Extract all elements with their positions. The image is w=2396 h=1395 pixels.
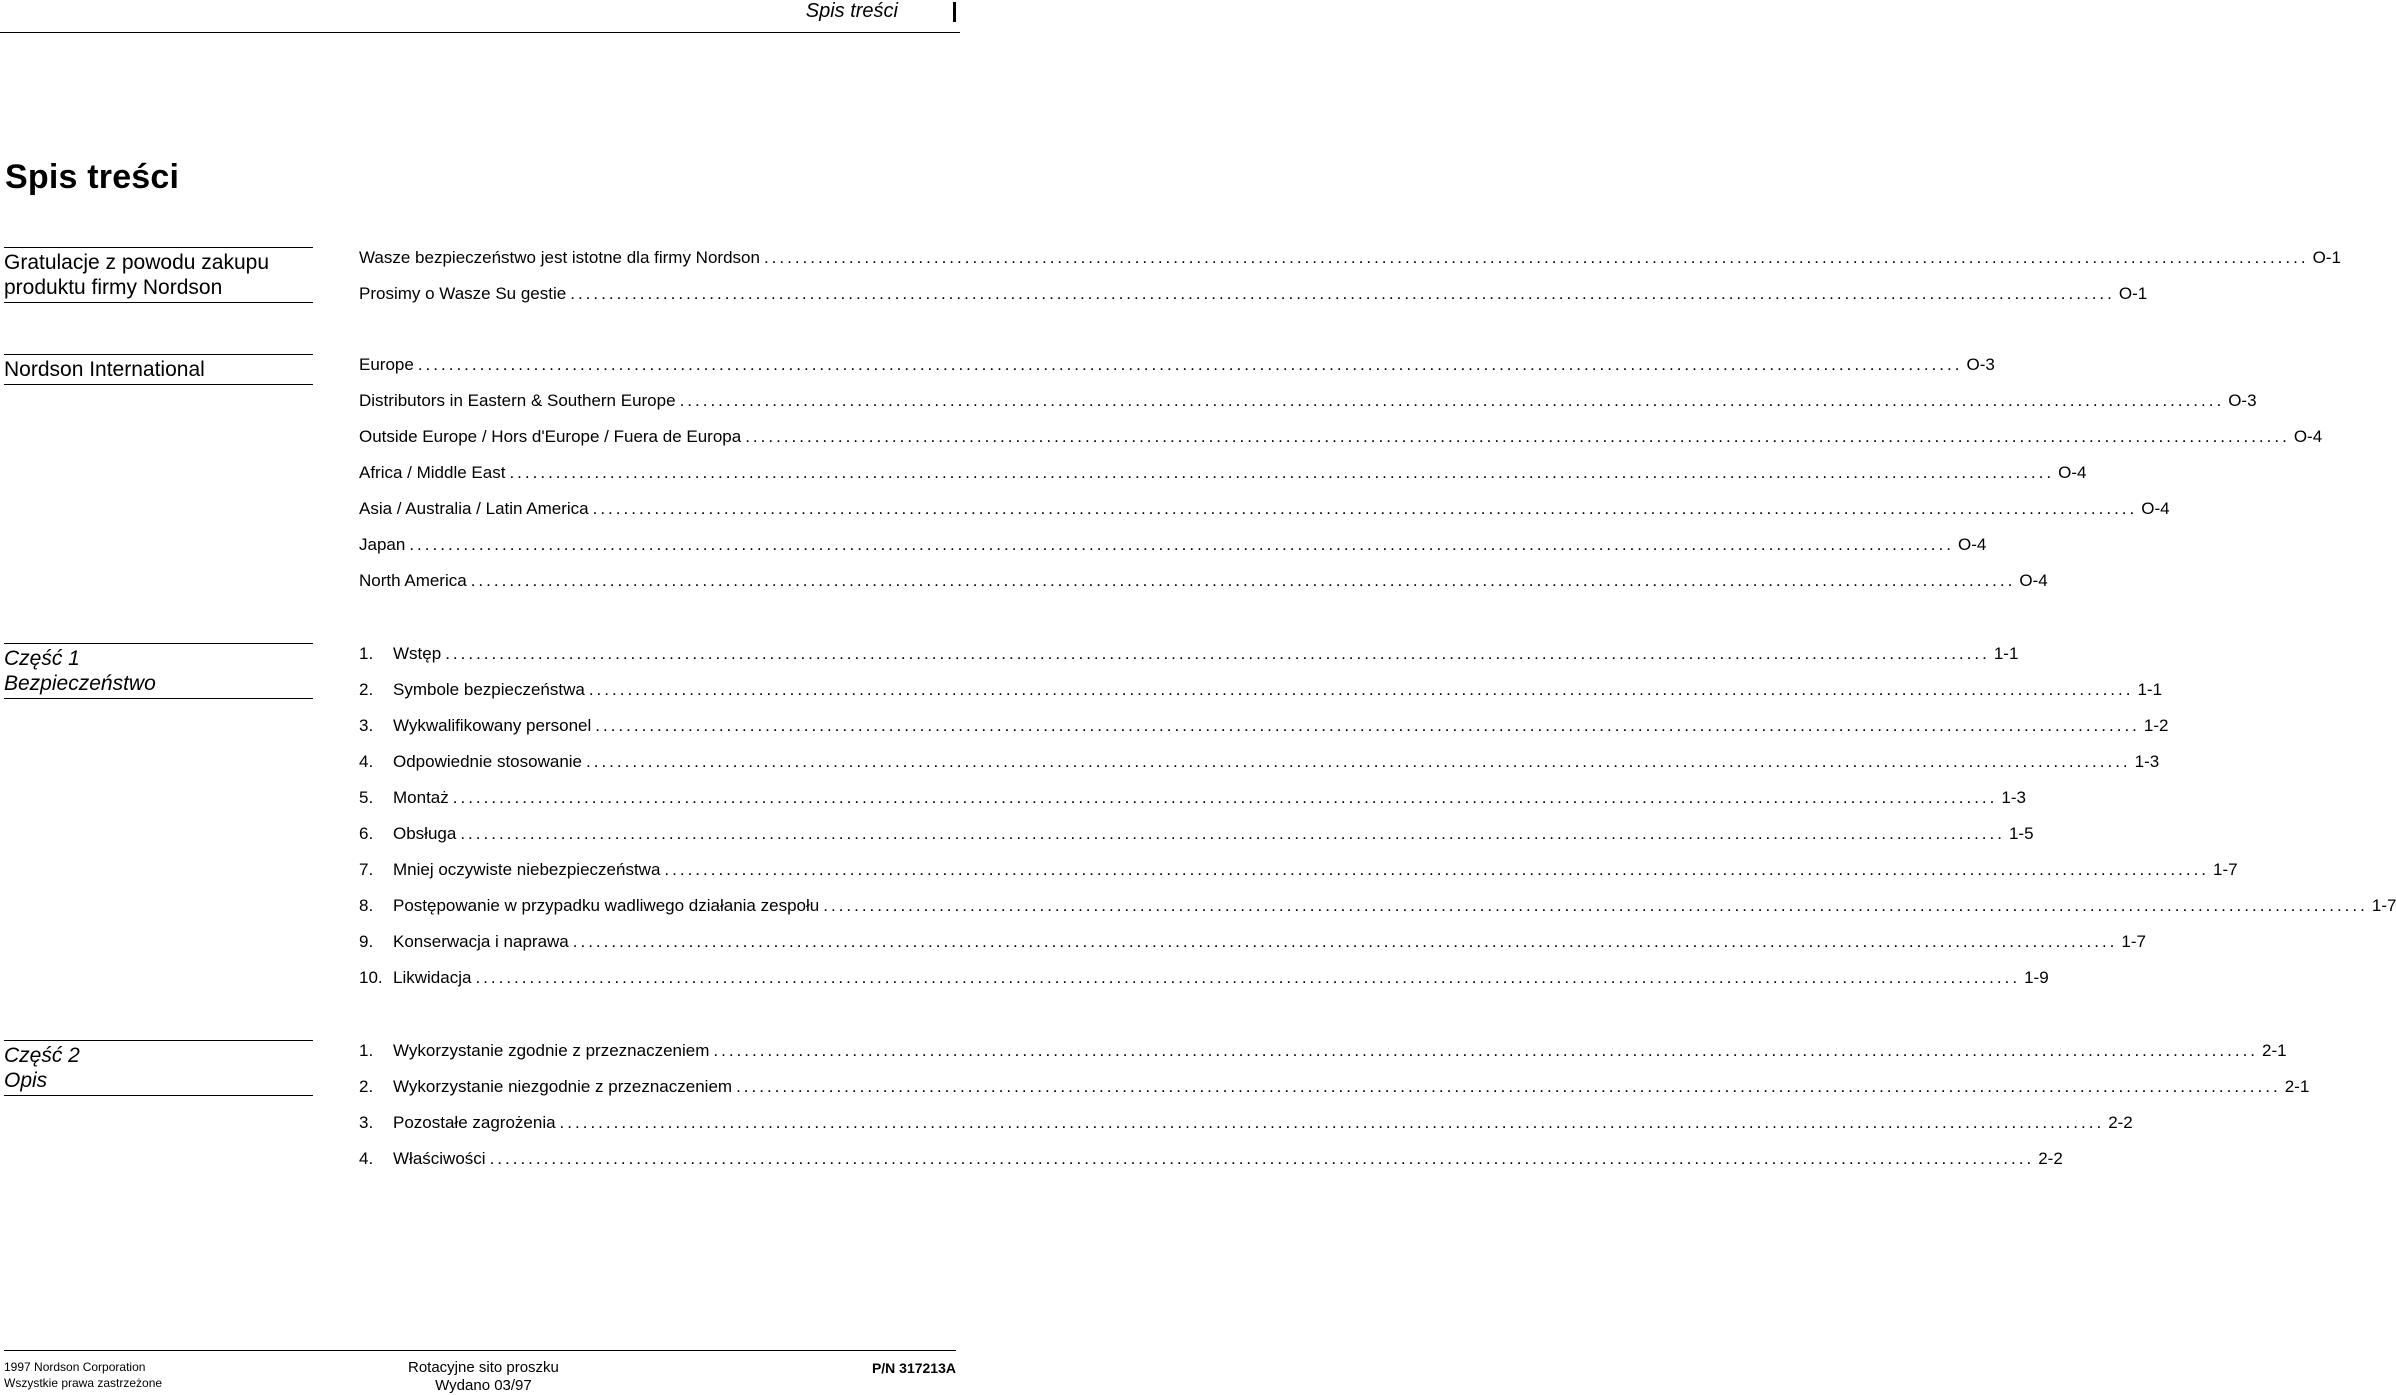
toc-entry-text: Europe <box>359 355 414 374</box>
toc-entry-text: Obsługa <box>393 824 457 843</box>
toc-entry[interactable] <box>359 643 2019 679</box>
toc-entry-number: 6. <box>359 824 374 843</box>
toc-entry[interactable] <box>359 1148 2063 1184</box>
toc-entry[interactable] <box>359 1040 2287 1076</box>
toc-entry-page: O-3 <box>2228 391 2257 410</box>
toc-entry[interactable] <box>359 283 2148 319</box>
dot-leader: ........................................................................................................................................................................................................ <box>713 1041 2259 1060</box>
section-heading-czesc-1 <box>4 643 313 699</box>
toc-entry[interactable] <box>359 570 2048 606</box>
toc-entry-number: 1. <box>359 1041 374 1060</box>
page-marker-bar <box>953 2 956 22</box>
toc-entry[interactable] <box>359 787 2026 823</box>
toc-entry-number: 1. <box>359 644 374 663</box>
toc-entry-page: 2-2 <box>2108 1113 2133 1132</box>
toc-entry-page: 1-3 <box>2001 788 2026 807</box>
section-heading-nordson-international <box>4 354 313 385</box>
toc-entry-text: Africa / Middle East <box>359 463 506 482</box>
toc-entry[interactable] <box>359 1112 2133 1148</box>
dot-leader: ........................................................................................................................................................................................................ <box>679 391 2225 410</box>
toc-entry[interactable] <box>359 715 2169 751</box>
toc-entry[interactable] <box>359 354 1995 390</box>
toc-entry-page: O-4 <box>2019 571 2048 590</box>
page-title: Spis treści <box>5 158 180 196</box>
toc-entry-number: 10. <box>359 968 383 987</box>
footer-rights: Wszystkie prawa zastrzeżone <box>4 1376 163 1390</box>
toc-entry-page: 1-2 <box>2143 716 2169 735</box>
section-heading-line: Część 1 <box>4 647 80 670</box>
toc-entry-page: 1-7 <box>2371 896 2396 915</box>
toc-entry-text: Pozostałe zagrożenia <box>393 1113 556 1132</box>
footer-part-number: P/N 317213A <box>871 1360 956 1376</box>
toc-entry-text: Wykwalifikowany personel <box>393 716 592 735</box>
toc-entry-page: 2-1 <box>2262 1041 2287 1060</box>
toc-entry-number: 2. <box>359 680 374 699</box>
dot-leader: ........................................................................................................................................................................................................ <box>417 355 1963 374</box>
toc-entry[interactable] <box>359 247 2341 283</box>
dot-leader: ........................................................................................................................................................................................................ <box>823 896 2368 915</box>
toc-entry-page: 2-2 <box>2038 1149 2063 1168</box>
toc-entry-page: 1-1 <box>1993 644 2019 663</box>
toc-entry-text: Prosimy o Wasze Su gestie <box>359 284 567 303</box>
toc-entry[interactable] <box>359 679 2163 715</box>
dot-leader: ........................................................................................................................................................................................................ <box>745 427 2290 446</box>
dot-leader: ........................................................................................................................................................................................................ <box>588 680 2134 699</box>
toc-entry-page: 1-7 <box>2121 932 2146 951</box>
section-heading-line: Bezpieczeństwo <box>4 672 156 695</box>
toc-entry-page: 1-3 <box>2134 752 2160 771</box>
section-heading-gratulacje <box>4 247 313 303</box>
dot-leader: ........................................................................................................................................................................................................ <box>460 824 2005 843</box>
section-heading-czesc-2 <box>4 1040 313 1096</box>
dot-leader: ........................................................................................................................................................................................................ <box>445 644 1990 663</box>
dot-leader: ........................................................................................................................................................................................................ <box>592 499 2138 518</box>
toc-entry-text: Wstęp <box>393 644 442 663</box>
page-footer <box>4 1350 956 1394</box>
toc-entry[interactable] <box>359 823 2034 859</box>
footer-center <box>408 1359 559 1395</box>
toc-entry-text: Symbole bezpieczeństwa <box>393 680 585 699</box>
toc-entry-number: 4. <box>359 1149 374 1168</box>
toc-entry-number: 4. <box>359 752 374 771</box>
toc-entry-page: O-4 <box>2058 463 2087 482</box>
toc-entry-text: Asia / Australia / Latin America <box>359 499 589 518</box>
dot-leader: ........................................................................................................................................................................................................ <box>572 932 2118 951</box>
dot-leader: ........................................................................................................................................................................................................ <box>736 1077 2281 1096</box>
toc-entry-text: Japan <box>359 535 406 554</box>
toc-entry[interactable] <box>359 498 2170 534</box>
toc-list-czesc-2 <box>359 1040 2310 1184</box>
toc-entry-text: Montaż <box>393 788 449 807</box>
toc-entry-page: O-3 <box>1966 355 1995 374</box>
toc-entry-text: Distributors in Eastern & Southern Europe <box>359 391 676 410</box>
toc-entry[interactable] <box>359 426 2323 462</box>
toc-entry-text: Outside Europe / Hors d'Europe / Fuera de Europa <box>359 427 742 446</box>
toc-list-gratulacje <box>359 247 2341 319</box>
footer-left <box>4 1359 162 1391</box>
toc-entry-number: 8. <box>359 896 374 915</box>
toc-entry-text: Wykorzystanie zgodnie z przeznaczeniem <box>393 1041 710 1060</box>
toc-entry-page: O-4 <box>2293 427 2323 446</box>
toc-entry-page: 1-9 <box>2024 968 2049 987</box>
toc-entry-number: 5. <box>359 788 374 807</box>
toc-entry[interactable] <box>359 390 2257 426</box>
toc-entry-text: Odpowiednie stosowanie <box>393 752 583 771</box>
section-heading-line: Część 2 <box>4 1044 80 1067</box>
toc-entry[interactable] <box>359 931 2146 967</box>
section-heading-line: Opis <box>4 1069 48 1092</box>
toc-entry-number: 2. <box>359 1077 374 1096</box>
toc-entry[interactable] <box>359 462 2087 498</box>
toc-entry-text: North America <box>359 571 467 590</box>
toc-entry[interactable] <box>359 534 1987 570</box>
toc-entry-text: Wasze bezpieczeństwo jest istotne dla firmy Nordson <box>359 248 760 267</box>
toc-entry-text: Konserwacja i naprawa <box>393 932 569 951</box>
toc-entry-text: Właściwości <box>393 1149 486 1168</box>
toc-entry-page: 2-1 <box>2284 1077 2310 1096</box>
toc-entry-page: O-1 <box>2118 284 2148 303</box>
toc-entry[interactable] <box>359 895 2396 931</box>
toc-entry-text: Mniej oczywiste niebezpieczeństwa <box>393 860 661 879</box>
footer-product: Rotacyjne sito proszku <box>408 1359 559 1376</box>
dot-leader: ........................................................................................................................................................................................................ <box>664 860 2210 879</box>
dot-leader: ........................................................................................................................................................................................................ <box>475 968 2021 987</box>
dot-leader: ........................................................................................................................................................................................................ <box>452 788 1998 807</box>
footer-edition: Wydano 03/97 <box>435 1377 532 1394</box>
dot-leader: ........................................................................................................................................................................................................ <box>509 463 2055 482</box>
dot-leader: ........................................................................................................................................................................................................ <box>570 284 2115 303</box>
dot-leader: ........................................................................................................................................................................................................ <box>586 752 2131 771</box>
toc-entry-page: O-4 <box>2141 499 2170 518</box>
running-header <box>0 0 960 33</box>
dot-leader: ........................................................................................................................................................................................................ <box>763 248 2309 267</box>
dot-leader: ........................................................................................................................................................................................................ <box>489 1149 2035 1168</box>
section-heading-line: Gratulacje z powodu zakupu <box>4 251 269 274</box>
running-header-title: Spis treści <box>805 0 898 22</box>
toc-entry-page: 1-5 <box>2008 824 2034 843</box>
dot-leader: ........................................................................................................................................................................................................ <box>409 535 1954 554</box>
toc-entry-number: 3. <box>359 716 374 735</box>
toc-entry[interactable] <box>359 967 2049 1003</box>
dot-leader: ........................................................................................................................................................................................................ <box>559 1113 2105 1132</box>
dot-leader: ........................................................................................................................................................................................................ <box>470 571 2016 590</box>
toc-entry-page: O-4 <box>1957 535 1987 554</box>
toc-entry-number: 3. <box>359 1113 374 1132</box>
toc-entry-page: O-1 <box>2312 248 2341 267</box>
toc-list-czesc-1 <box>359 643 2396 1003</box>
section-heading-line: Nordson International <box>4 358 205 381</box>
toc-entry-text: Likwidacja <box>393 968 472 987</box>
toc-entry[interactable] <box>359 859 2238 895</box>
toc-list-nordson-international <box>359 354 2323 606</box>
toc-entry-page: 1-1 <box>2137 680 2163 699</box>
section-heading-line: produktu firmy Nordson <box>4 276 223 299</box>
toc-entry[interactable] <box>359 1076 2310 1112</box>
dot-leader: ........................................................................................................................................................................................................ <box>595 716 2140 735</box>
toc-entry[interactable] <box>359 751 2160 787</box>
toc-entry-number: 9. <box>359 932 374 951</box>
toc-entry-text: Wykorzystanie niezgodnie z przeznaczeniem <box>393 1077 733 1096</box>
footer-copyright: 1997 Nordson Corporation <box>4 1360 146 1374</box>
toc-entry-number: 7. <box>359 860 374 879</box>
toc-entry-page: 1-7 <box>2213 860 2238 879</box>
toc-entry-text: Postępowanie w przypadku wadliwego działania zespołu <box>393 896 820 915</box>
